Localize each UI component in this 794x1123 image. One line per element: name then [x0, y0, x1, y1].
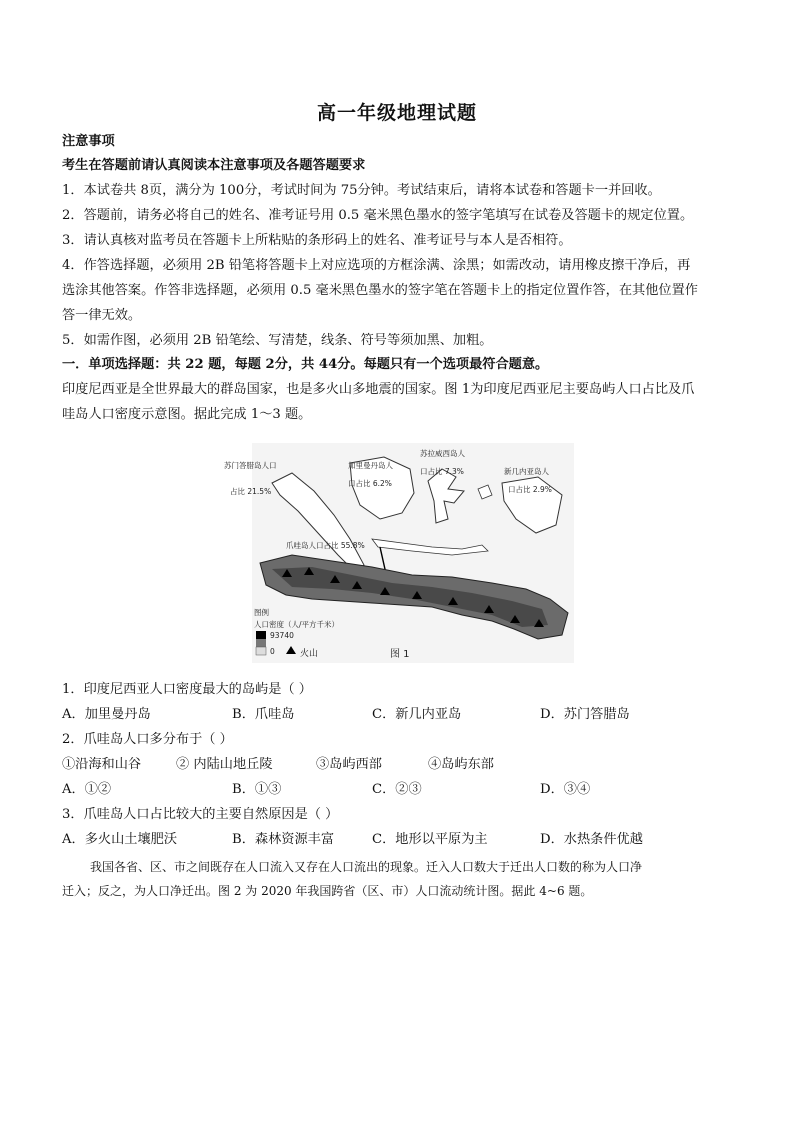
legend-min: 0: [270, 647, 275, 656]
indonesia-map: [252, 443, 574, 663]
notice-item-1: 1．本试卷共 8页，满分为 100分，考试时间为 75分钟。考试结束后，请将本试卷和答题卡一并回收。: [62, 183, 661, 198]
page-title: 高一年级地理试题: [316, 102, 477, 124]
q3-option-b[interactable]: B．森林资源丰富: [232, 832, 335, 847]
notice-item-5: 5．如需作图，必须用 2B 铅笔绘、写清楚，线条、符号等须加黑、加粗。: [62, 333, 493, 348]
q2-option-d[interactable]: D．③④: [540, 782, 591, 797]
label-kalimantan: 加里曼丹岛人: [348, 461, 393, 470]
q2-statement-1: ①沿海和山谷: [62, 757, 142, 772]
q1-option-d[interactable]: D．苏门答腊岛: [540, 707, 630, 722]
intro-line-1: 印度尼西亚是全世界最大的群岛国家，也是多火山多地震的国家。图 1为印度尼西亚尼主要岛屿人口占比及爪: [62, 382, 695, 397]
figure-caption: 图 1: [390, 649, 410, 660]
q2-stem: 2．爪哇岛人口多分布于（ ）: [62, 732, 233, 747]
figure-1-map: [224, 443, 574, 663]
q2-option-b[interactable]: B．①③: [232, 782, 282, 797]
q2-statement-4: ④岛屿东部: [428, 757, 494, 772]
notice-item-4-end: 答一律无效。: [62, 308, 142, 323]
notice-item-3: 3．请认真核对监考员在答题卡上所粘贴的条形码上的姓名、准考证号与本人是否相符。: [62, 233, 572, 248]
notice-subheading: 考生在答题前请认真阅读本注意事项及各题答题要求: [62, 158, 366, 173]
q2-option-c[interactable]: C．②③: [372, 782, 422, 797]
intro-line-2: 哇岛人口密度示意图。据此完成 1～3 题。: [62, 407, 312, 422]
q1-option-c[interactable]: C．新几内亚岛: [372, 707, 462, 722]
q2-statement-3: ③岛屿西部: [316, 757, 382, 772]
q2-option-a[interactable]: A．①②: [62, 782, 112, 797]
label-sumatra-share: 占比 21.5%: [230, 487, 272, 496]
notice-item-2: 2．答题前，请务必将自己的姓名、准考证号用 0.5 毫米黑色墨水的签字笔填写在试卷及答题卡的规定位置。: [62, 208, 694, 223]
intro2-line-1: 我国各省、区、市之间既存在人口流入又存在人口流出的现象。迁入人口数大于迁出人口数的称为人口净: [90, 860, 643, 874]
notice-item-4: 4．作答选择题，必须用 2B 铅笔将答题卡上对应选项的方框涂满、涂黑；如需改动，请用橡皮擦干净后，再: [62, 258, 691, 273]
q1-option-a[interactable]: A．加里曼丹岛: [62, 707, 151, 722]
notice-item-4-cont: 选涂其他答案。作答非选择题，必须用 0.5 毫米黑色墨水的签字笔在答题卡上的指定位置作答，在其他位置作: [62, 283, 698, 298]
label-kalimantan-share: 口占比 6.2%: [348, 479, 392, 488]
label-sumatra: 苏门答腊岛人口: [224, 461, 277, 470]
q1-stem: 1．印度尼西亚人口密度最大的岛屿是（ ）: [62, 682, 312, 697]
q2-statement-2: ② 内陆山地丘陵: [176, 757, 273, 772]
intro2-line-2: 迁入；反之，为人口净迁出。图 2 为 2020 年我国跨省（区、市）人口流动统计图。据此 4~6 题。: [62, 884, 593, 898]
label-sulawesi-share: 口占比 7.3%: [420, 467, 464, 476]
legend-max: 93740: [270, 631, 294, 640]
q3-option-d[interactable]: D．水热条件优越: [540, 832, 643, 847]
label-newguinea-share: 口占比 2.9%: [508, 485, 552, 494]
section-heading: 一．单项选择题：共 22 题，每题 2分，共 44分。每题只有一个选项最符合题意。: [62, 357, 549, 372]
label-java: 爪哇岛人口占比 55.8%: [286, 541, 365, 550]
legend-volcano-label: 火山: [300, 649, 319, 659]
legend-title: 图例: [254, 608, 269, 617]
notice-heading: 注意事项: [62, 134, 115, 149]
label-sulawesi: 苏拉威西岛人: [420, 449, 465, 458]
q3-option-a[interactable]: A．多火山土壤肥沃: [62, 832, 178, 847]
q1-option-b[interactable]: B．爪哇岛: [232, 707, 295, 722]
legend-density-label: 人口密度（人/平方千米）: [254, 620, 340, 629]
q3-option-c[interactable]: C．地形以平原为主: [372, 832, 488, 847]
label-newguinea: 新几内亚岛人: [504, 467, 549, 476]
q3-stem: 3．爪哇岛人口占比较大的主要自然原因是（ ）: [62, 807, 339, 822]
